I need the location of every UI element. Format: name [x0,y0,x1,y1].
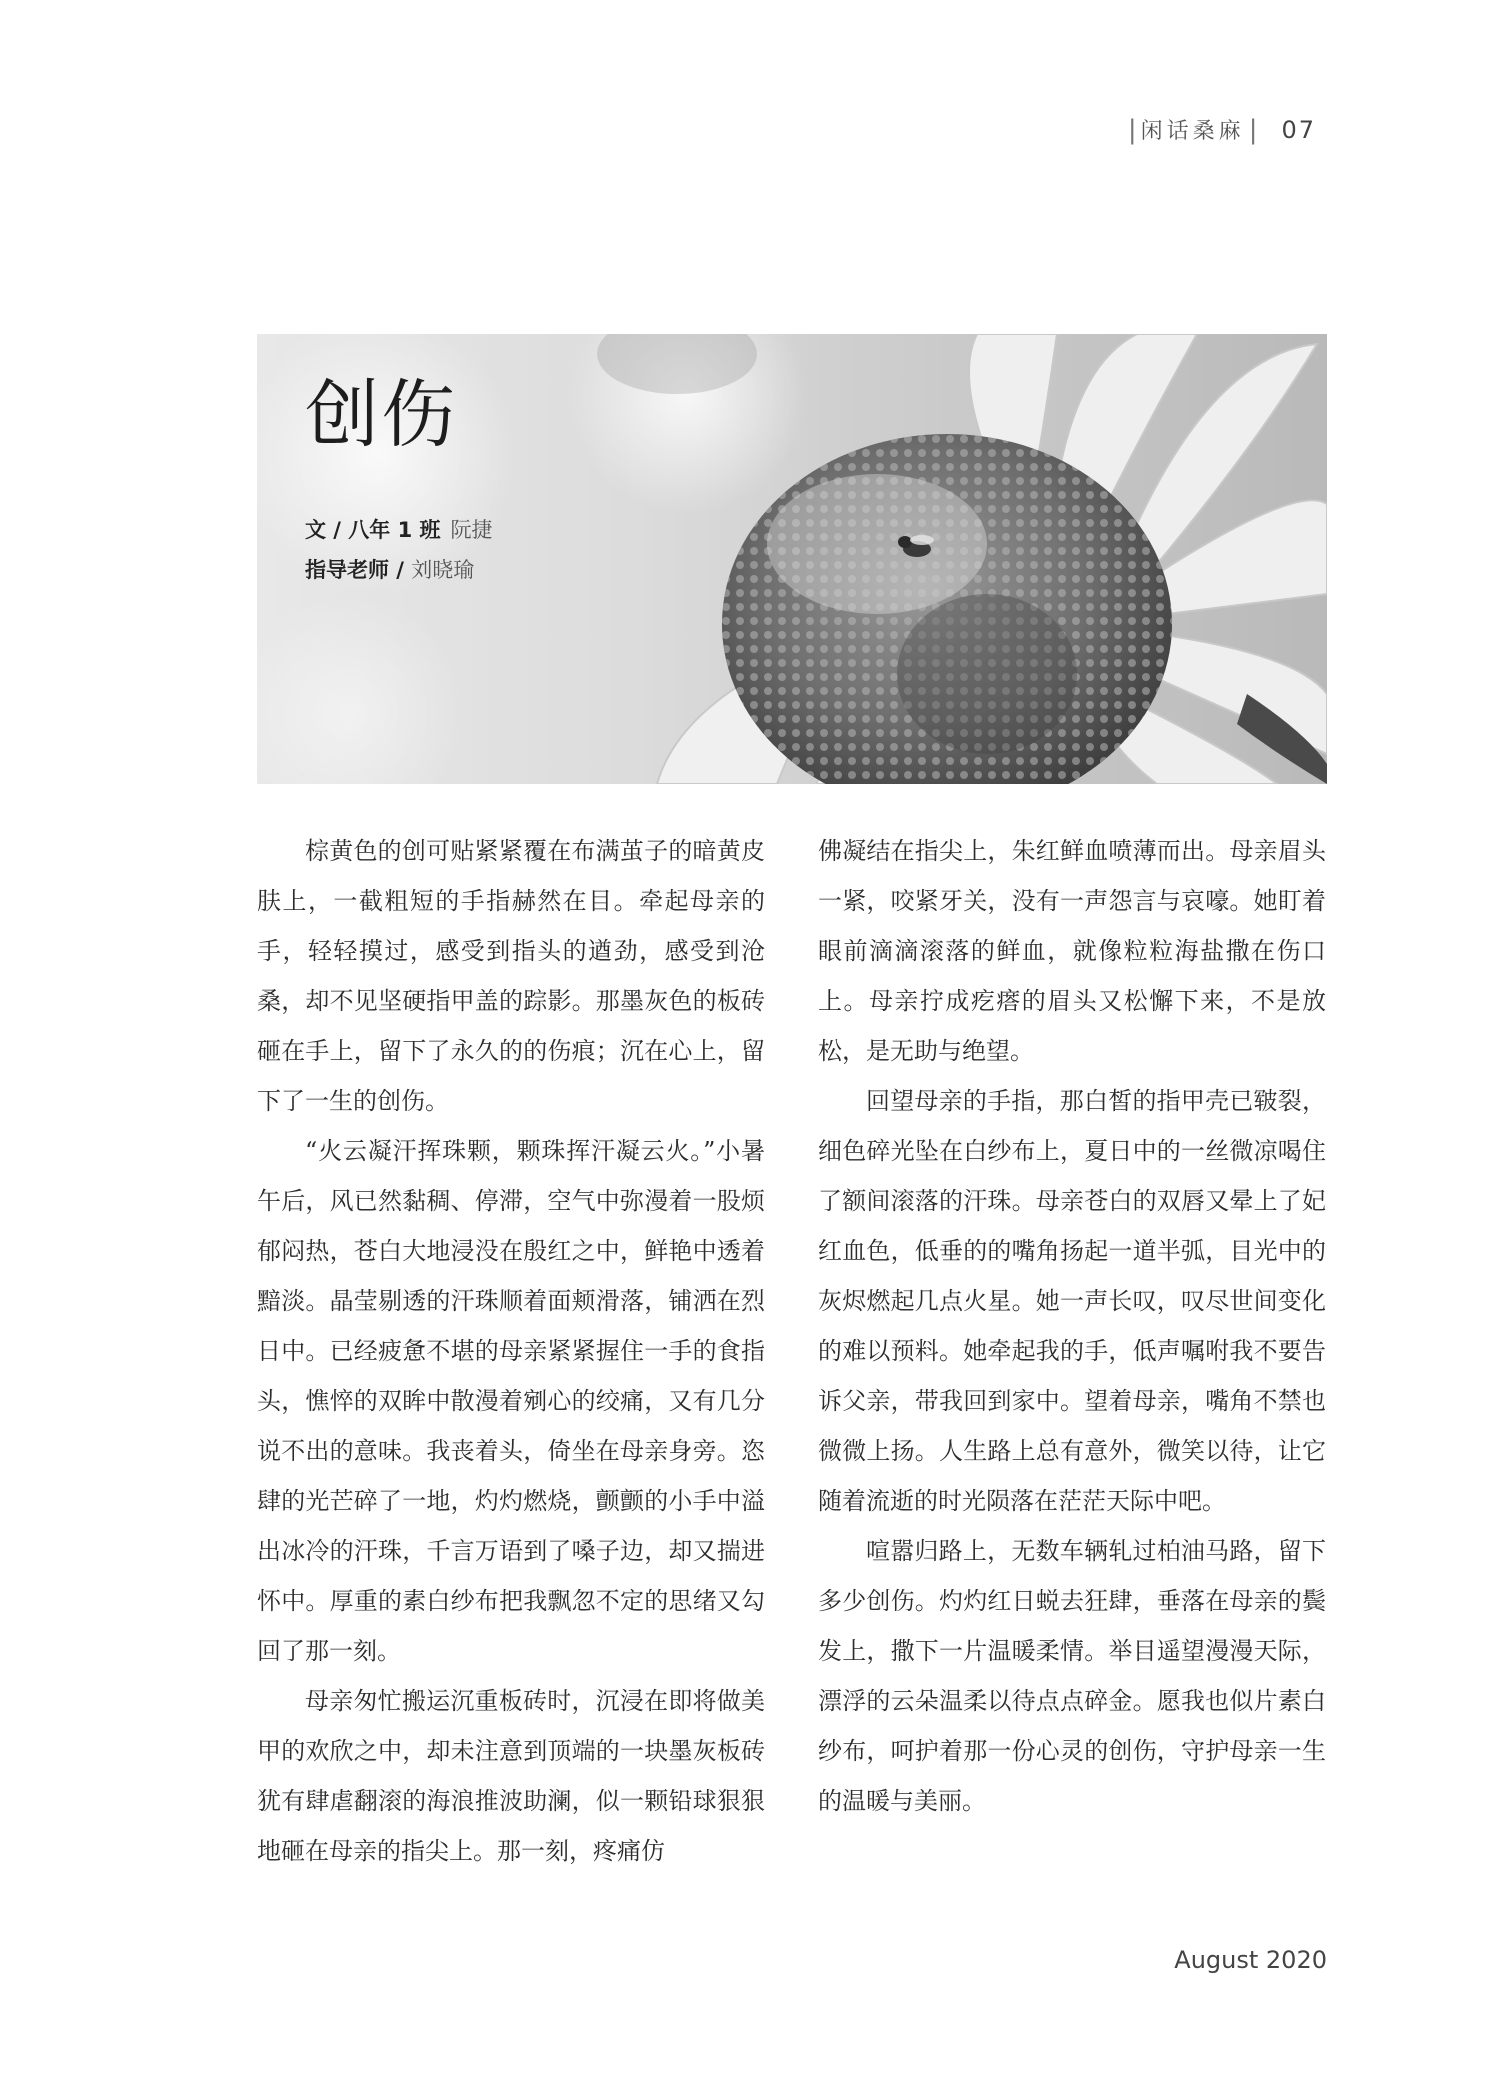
page-number: 07 [1281,115,1316,144]
byline [305,510,493,590]
header-divider-right: | [1248,114,1258,145]
teacher-name: 刘晓瑜 [411,558,475,582]
section-name: 闲话桑麻 [1140,119,1245,144]
paragraph: 喧嚣归路上，无数车辆轧过柏油马路，留下多少创伤。灼灼红日蜕去狂肆，垂落在母亲的鬓发上，撒下一片温暖柔情。举目遥望漫漫天际，漂浮的云朵温柔以待点点碎金。愿我也似片素白纱布，呵护着那一份心灵的创伤，守护母亲一生的温暖与美丽。 [818,1537,1326,1815]
teacher-label: 指导老师 [305,558,389,582]
header-divider-left: | [1127,114,1137,145]
author-label: 文 / 八年 1 班 [305,518,441,542]
paragraph: 棕黄色的创可贴紧紧覆在布满茧子的暗黄皮肤上，一截粗短的手指赫然在目。牵起母亲的手，轻轻摸过，感受到指头的遒劲，感受到沧桑，却不见坚硬指甲盖的踪影。那墨灰色的板砖砸在手上，留下了永久的的伤痕；沉在心上，留下了一生的创伤。 [257,837,765,1115]
paragraph: 回望母亲的手指，那白皙的指甲壳已皲裂，细色碎光坠在白纱布上，夏日中的一丝微凉喝住了额间滚落的汗珠。母亲苍白的双唇又晕上了妃红血色，低垂的的嘴角扬起一道半弧，目光中的灰烬燃起几点火星。她一声长叹，叹尽世间变化的难以预料。她牵起我的手，低声嘱咐我不要告诉父亲，带我回到家中。望着母亲，嘴角不禁也微微上扬。人生路上总有意外，微笑以待，让它随着流逝的时光陨落在茫茫天际中吧。 [818,1087,1326,1515]
author-line [305,510,493,550]
hero-banner [257,334,1327,784]
paragraph-continued: 佛凝结在指尖上，朱红鲜血喷薄而出。母亲眉头一紧，咬紧牙关，没有一声怨言与哀嚎。她盯着眼前滴滴滚落的鲜血，就像粒粒海盐撒在伤口上。母亲拧成疙瘩的眉头又松懈下来，不是放松，是无助与绝望。 [818,837,1326,1065]
article-title: 创伤 [305,372,457,458]
teacher-line [305,550,493,590]
article-column-left [257,826,765,1876]
running-header [1124,114,1316,145]
article-column-right [818,826,1326,1826]
paragraph: “火云凝汗挥珠颗，颗珠挥汗凝云火。”小暑午后，风已然黏稠、停滞，空气中弥漫着一股烦郁闷热，苍白大地浸没在殷红之中，鲜艳中透着黯淡。晶莹剔透的汗珠顺着面颊滑落，铺洒在烈日中。已经疲惫不堪的母亲紧紧握住一手的食指头，憔悴的双眸中散漫着剜心的绞痛，又有几分说不出的意味。我丧着头，倚坐在母亲身旁。恣肆的光芒碎了一地，灼灼燃烧，颤颤的小手中溢出冰冷的汗珠，千言万语到了嗓子边，却又揣进怀中。厚重的素白纱布把我飘忽不定的思绪又勾回了那一刻。 [257,1137,765,1665]
issue-date: August 2020 [1174,1946,1327,1974]
teacher-separator: / [389,558,412,582]
paragraph: 母亲匆忙搬运沉重板砖时，沉浸在即将做美甲的欢欣之中，却未注意到顶端的一块墨灰板砖犹有肆虐翻滚的海浪推波助澜，似一颗铅球狠狠地砸在母亲的指尖上。那一刻，疼痛仿 [257,1687,765,1865]
author-name: 阮捷 [450,518,493,542]
